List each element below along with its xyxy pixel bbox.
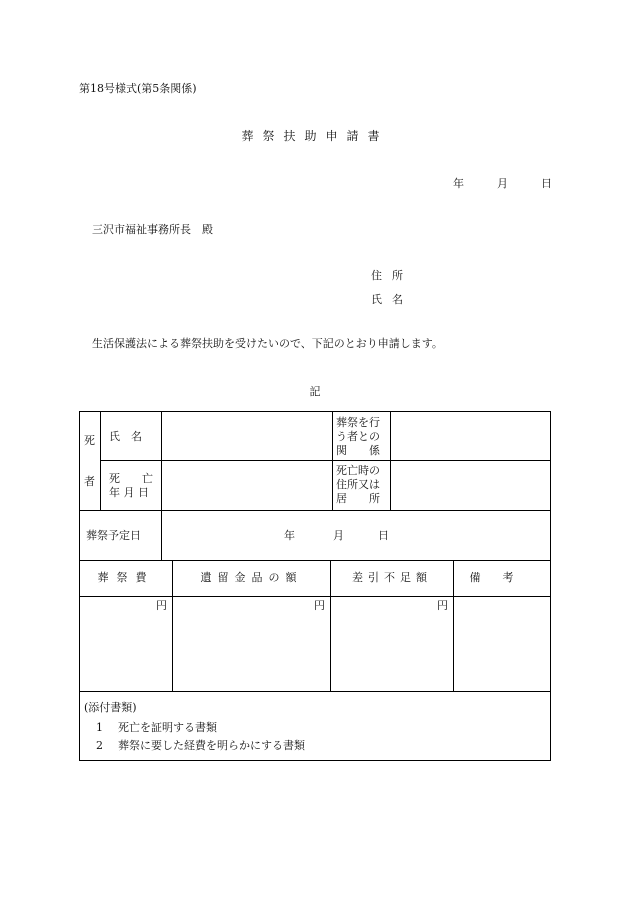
address-at-death-label xyxy=(336,464,380,506)
address-label-line: 住所又は xyxy=(336,478,380,491)
yen-unit: 円 xyxy=(437,599,448,612)
relationship-field[interactable] xyxy=(391,413,550,459)
address-label-line: 居 所 xyxy=(336,492,380,505)
column-header-funeral-cost: 葬祭費 xyxy=(97,571,155,584)
column-header-shortfall: 差引不足額 xyxy=(352,571,432,584)
column-header-remarks: 備考 xyxy=(469,571,536,584)
form-title: 葬祭扶助申請書 xyxy=(241,129,389,143)
attachment-item xyxy=(96,721,217,735)
deceased-name-field[interactable] xyxy=(162,413,331,459)
yen-unit: 円 xyxy=(314,599,325,612)
relationship-label-line: う者との xyxy=(336,430,380,443)
death-date-field[interactable] xyxy=(162,461,331,509)
scheduled-day-label: 日 xyxy=(378,529,389,542)
scheduled-date-label: 葬祭予定日 xyxy=(86,529,141,542)
table-divider xyxy=(80,691,551,692)
deceased-label-char: 者 xyxy=(84,475,95,488)
ki-heading: 記 xyxy=(309,385,321,398)
attachment-text: 死亡を証明する書類 xyxy=(118,721,217,734)
scheduled-year-label: 年 xyxy=(284,529,295,542)
addressee: 三沢市福祉事務所長 殿 xyxy=(92,223,213,236)
table-divider xyxy=(100,412,101,510)
attachment-number: 1 xyxy=(96,721,103,734)
table-divider xyxy=(80,560,551,561)
date-month-label: 月 xyxy=(497,177,508,190)
date-day-label: 日 xyxy=(541,177,552,190)
relationship-label xyxy=(336,416,380,458)
applicant-name-label: 氏名 xyxy=(371,293,413,306)
column-header-remaining-assets: 遺留金品の額 xyxy=(200,571,303,584)
death-date-label xyxy=(109,472,153,500)
yen-unit: 円 xyxy=(156,599,167,612)
address-label-line: 死亡時の xyxy=(336,464,380,477)
relationship-label-line: 葬祭を行 xyxy=(336,416,380,429)
applicant-address-label: 住所 xyxy=(371,269,413,282)
name-label: 氏 名 xyxy=(109,430,142,443)
attachment-text: 葬祭に要した経費を明らかにする書類 xyxy=(118,739,305,752)
remaining-assets-field[interactable] xyxy=(173,597,329,690)
attachments-label: (添付書類) xyxy=(84,701,137,714)
scheduled-month-label: 月 xyxy=(333,529,344,542)
attachment-number: 2 xyxy=(96,739,103,752)
shortfall-field[interactable] xyxy=(331,597,452,690)
date-year-label: 年 xyxy=(453,177,464,190)
deceased-label-char: 死 xyxy=(84,434,95,447)
relationship-label-line: 関 係 xyxy=(336,444,380,457)
application-table xyxy=(79,411,551,761)
death-date-label-line: 年 月 日 xyxy=(109,486,149,499)
address-at-death-field[interactable] xyxy=(391,461,550,509)
table-divider xyxy=(332,412,333,510)
remarks-field[interactable] xyxy=(454,597,550,690)
death-date-label-line: 死 亡 xyxy=(109,472,153,485)
table-divider xyxy=(80,510,551,511)
attachment-item xyxy=(96,739,305,753)
form-number: 第18号様式(第5条関係) xyxy=(79,82,197,95)
application-date xyxy=(453,175,552,191)
application-statement: 生活保護法による葬祭扶助を受けたいので、下記のとおり申請します。 xyxy=(92,337,443,350)
